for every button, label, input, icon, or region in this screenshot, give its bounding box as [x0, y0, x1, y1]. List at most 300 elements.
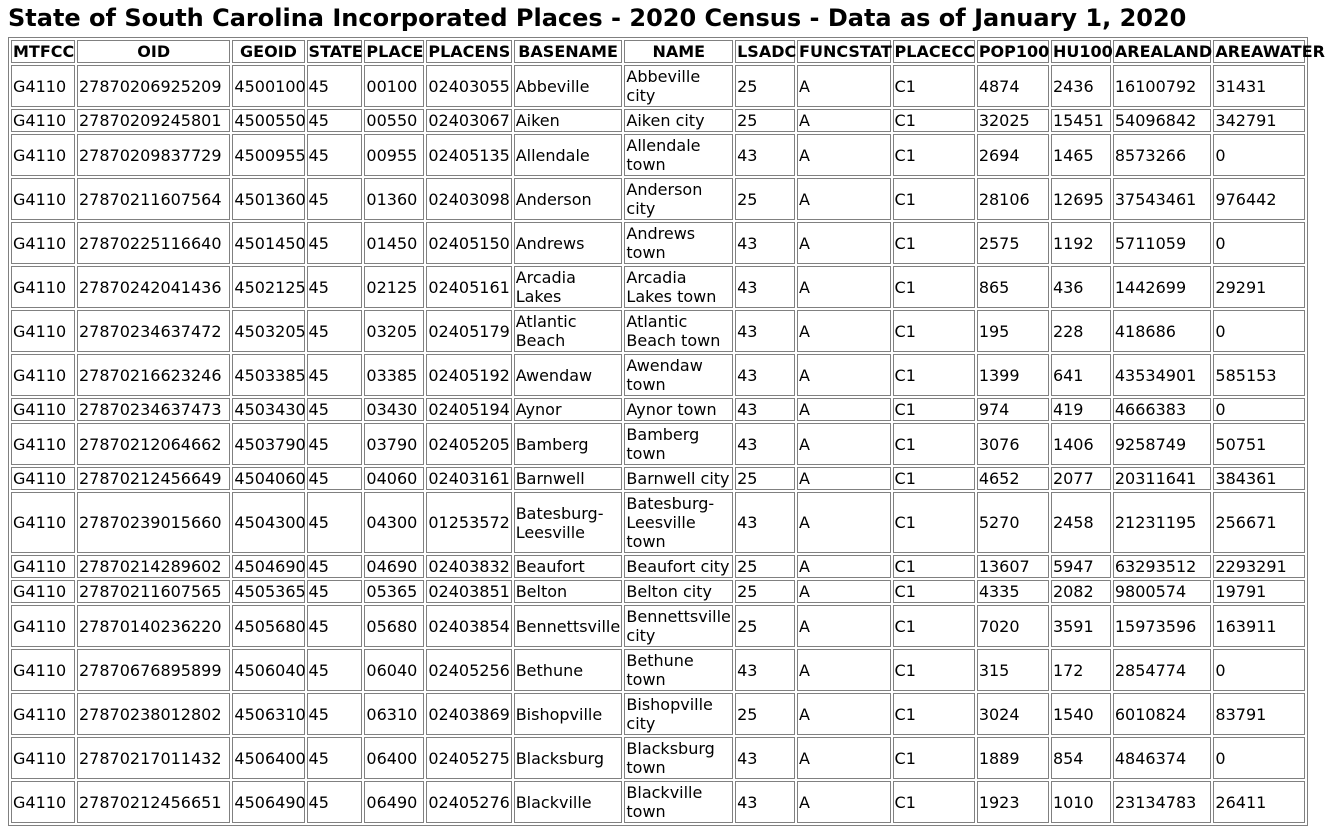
cell-placens: 02405205: [426, 423, 511, 465]
cell-placecc: C1: [893, 555, 975, 578]
cell-pop100: 1889: [977, 737, 1049, 779]
cell-funcstat: A: [797, 693, 890, 735]
cell-lsadc: 25: [735, 605, 795, 647]
cell-geoid: 4506040: [232, 649, 304, 691]
cell-basename: Abbeville: [514, 65, 623, 107]
cell-funcstat: A: [797, 222, 890, 264]
cell-name: Blacksburg town: [624, 737, 733, 779]
cell-lsadc: 25: [735, 467, 795, 490]
cell-oid: 27870211607565: [77, 580, 230, 603]
table-row: [11, 310, 1305, 352]
column-header-state: STATE: [308, 42, 363, 61]
cell-place: 02125: [364, 266, 424, 308]
cell-arealand: 8573266: [1113, 134, 1212, 176]
cell-mtfcc: G4110: [11, 354, 75, 396]
cell-areawater: 384361: [1213, 467, 1305, 490]
cell-placecc: C1: [893, 781, 975, 823]
cell-pop100: 1399: [977, 354, 1049, 396]
cell-areawater: 0: [1213, 737, 1305, 779]
cell-geoid: 4505365: [234, 582, 306, 601]
cell-pop100: 2694: [977, 134, 1049, 176]
table-row: [11, 266, 1305, 308]
cell-arealand: 37543461: [1113, 178, 1212, 220]
cell-state: 45: [307, 65, 363, 107]
cell-pop100: 7020: [977, 605, 1049, 647]
cell-lsadc: 25: [735, 109, 795, 132]
cell-placecc: C1: [893, 222, 975, 264]
cell-hu100: 641: [1051, 354, 1111, 396]
cell-geoid: 4504060: [234, 469, 306, 488]
cell-state: 45: [307, 266, 363, 308]
cell-areawater: 2293291: [1213, 555, 1305, 578]
cell-basename: Bishopville: [514, 693, 623, 735]
cell-lsadc: 43: [735, 737, 795, 779]
cell-arealand: 15973596: [1113, 605, 1212, 647]
table-row: [11, 467, 1305, 490]
cell-oid: 27870225116640: [77, 222, 230, 264]
cell-arealand: 1442699: [1113, 266, 1212, 308]
table-row: [11, 398, 1305, 421]
cell-placens: 01253572: [426, 492, 511, 553]
cell-basename: Awendaw: [514, 354, 623, 396]
places-table: [8, 37, 1325, 826]
cell-name: Anderson city: [624, 178, 733, 220]
cell-name: Allendale town: [624, 134, 733, 176]
cell-state: 45: [307, 467, 363, 490]
cell-name: Beaufort city: [624, 555, 733, 578]
cell-oid: 27870206925209: [77, 65, 230, 107]
cell-oid: 27870214289602: [77, 555, 230, 578]
cell-arealand: 23134783: [1113, 781, 1212, 823]
cell-areawater: 31431: [1213, 65, 1305, 107]
cell-areawater: 163911: [1213, 605, 1305, 647]
cell-placecc: C1: [893, 649, 975, 691]
cell-pop100: 13607: [977, 555, 1049, 578]
cell-arealand: 20311641: [1113, 467, 1212, 490]
cell-geoid: 4504690: [234, 557, 306, 576]
cell-geoid: 4504300: [232, 492, 304, 553]
cell-placens: 02405179: [426, 310, 511, 352]
cell-placecc: C1: [893, 737, 975, 779]
cell-place: 00100: [364, 65, 424, 107]
cell-placecc: C1: [893, 65, 975, 107]
cell-funcstat: A: [797, 580, 890, 603]
cell-oid: 27870209245801: [77, 109, 230, 132]
cell-place: 05365: [364, 580, 424, 603]
cell-funcstat: A: [797, 178, 890, 220]
cell-state: 45: [307, 134, 363, 176]
table-row: [11, 580, 1305, 603]
cell-mtfcc: G4110: [11, 178, 75, 220]
cell-funcstat: A: [797, 310, 890, 352]
cell-hu100: 228: [1051, 310, 1111, 352]
cell-arealand: 9258749: [1113, 423, 1212, 465]
cell-hu100: 419: [1051, 398, 1111, 421]
cell-geoid: 4500100: [232, 65, 304, 107]
cell-mtfcc: G4110: [11, 467, 75, 490]
cell-mtfcc: G4110: [11, 605, 75, 647]
cell-name: Bennettsville city: [624, 605, 733, 647]
cell-funcstat: A: [797, 555, 890, 578]
cell-basename: Blacksburg: [514, 737, 623, 779]
cell-basename: Beaufort: [514, 555, 623, 578]
cell-areawater: 0: [1213, 398, 1305, 421]
cell-basename: Belton: [514, 580, 623, 603]
cell-place: 06400: [364, 737, 424, 779]
cell-areawater: 29291: [1213, 266, 1305, 308]
cell-geoid: 4500955: [232, 134, 304, 176]
cell-placecc: C1: [893, 423, 975, 465]
cell-placecc: C1: [893, 178, 975, 220]
cell-place: 03790: [364, 423, 424, 465]
cell-place: 00550: [364, 109, 424, 132]
cell-basename: Allendale: [514, 134, 623, 176]
cell-funcstat: A: [797, 492, 890, 553]
cell-hu100: 1406: [1051, 423, 1111, 465]
cell-funcstat: A: [797, 398, 890, 421]
cell-name: Bishopville city: [624, 693, 733, 735]
cell-lsadc: 43: [735, 266, 795, 308]
cell-areawater: 976442: [1213, 178, 1305, 220]
cell-oid: 27870242041436: [77, 266, 230, 308]
cell-placens: 02403832: [428, 557, 510, 576]
cell-funcstat: A: [797, 354, 890, 396]
column-header-place: PLACE: [366, 42, 424, 61]
cell-name: Barnwell city: [624, 467, 733, 490]
cell-geoid: 4502125: [232, 266, 304, 308]
cell-basename: Bethune: [514, 649, 623, 691]
cell-placens: 02403098: [426, 178, 511, 220]
cell-arealand: 21231195: [1113, 492, 1212, 553]
cell-place: 04690: [364, 555, 424, 578]
cell-hu100: 172: [1051, 649, 1111, 691]
cell-basename: Atlantic Beach: [514, 310, 623, 352]
cell-oid: 27870217011432: [77, 737, 230, 779]
cell-placens: 02403851: [428, 582, 510, 601]
cell-mtfcc: G4110: [11, 492, 75, 553]
cell-geoid: 4506400: [232, 737, 304, 779]
cell-state: 45: [307, 354, 363, 396]
cell-funcstat: A: [797, 649, 890, 691]
cell-placens: 02405256: [426, 649, 511, 691]
cell-oid: 27870238012802: [77, 693, 230, 735]
table-row: [11, 109, 1305, 132]
cell-hu100: 2077: [1051, 467, 1111, 490]
cell-geoid: 4503430: [234, 400, 306, 419]
cell-arealand: 16100792: [1113, 65, 1212, 107]
cell-place: 03205: [364, 310, 424, 352]
cell-place: 03385: [364, 354, 424, 396]
cell-lsadc: 25: [735, 555, 795, 578]
cell-lsadc: 25: [735, 65, 795, 107]
cell-mtfcc: G4110: [11, 65, 75, 107]
cell-geoid: 4500550: [234, 111, 306, 130]
cell-arealand: 4666383: [1113, 398, 1212, 421]
cell-hu100: 2082: [1051, 580, 1111, 603]
cell-state: 45: [307, 649, 363, 691]
cell-areawater: 585153: [1213, 354, 1305, 396]
cell-lsadc: 43: [735, 310, 795, 352]
cell-oid: 27870209837729: [77, 134, 230, 176]
cell-name: Bethune town: [624, 649, 733, 691]
cell-place: 06310: [364, 693, 424, 735]
cell-placecc: C1: [893, 310, 975, 352]
cell-hu100: 1192: [1051, 222, 1111, 264]
cell-oid: 27870676895899: [77, 649, 230, 691]
cell-hu100: 15451: [1051, 109, 1111, 132]
cell-hu100: 2458: [1051, 492, 1111, 553]
cell-name: Andrews town: [624, 222, 733, 264]
column-header-geoid: GEOID: [232, 40, 304, 63]
column-header-basename: BASENAME: [514, 40, 623, 63]
cell-geoid: 4501360: [232, 178, 304, 220]
cell-basename: Arcadia Lakes: [514, 266, 623, 308]
cell-basename: Aiken: [514, 109, 623, 132]
cell-state: 45: [307, 178, 363, 220]
cell-placecc: C1: [893, 467, 975, 490]
cell-place: 04300: [364, 492, 424, 553]
table-row: [11, 65, 1305, 107]
cell-place: 04060: [364, 467, 424, 490]
cell-name: Aynor town: [624, 398, 733, 421]
cell-lsadc: 43: [735, 354, 795, 396]
cell-oid: 27870140236220: [77, 605, 230, 647]
cell-place: 00955: [364, 134, 424, 176]
cell-pop100: 32025: [977, 109, 1049, 132]
cell-placecc: C1: [893, 492, 975, 553]
cell-funcstat: A: [797, 65, 890, 107]
cell-arealand: 2854774: [1113, 649, 1212, 691]
cell-placecc: C1: [893, 605, 975, 647]
cell-funcstat: A: [797, 109, 890, 132]
cell-geoid: 4503790: [232, 423, 304, 465]
cell-hu100: 1540: [1051, 693, 1111, 735]
cell-placens: 02405194: [428, 400, 510, 419]
cell-pop100: 195: [977, 310, 1049, 352]
cell-pop100: 4652: [977, 467, 1049, 490]
cell-oid: 27870211607564: [77, 178, 230, 220]
cell-state: 45: [307, 693, 363, 735]
cell-oid: 27870212064662: [77, 423, 230, 465]
cell-areawater: 19791: [1213, 580, 1305, 603]
table-row: [11, 222, 1305, 264]
table-row: [11, 555, 1305, 578]
cell-pop100: 4874: [977, 65, 1049, 107]
cell-hu100: 436: [1051, 266, 1111, 308]
cell-funcstat: A: [797, 467, 890, 490]
cell-state: 45: [307, 580, 363, 603]
cell-arealand: 9800574: [1113, 580, 1212, 603]
cell-geoid: 4506310: [232, 693, 304, 735]
cell-arealand: 4846374: [1113, 737, 1212, 779]
cell-state: 45: [307, 398, 363, 421]
cell-oid: 27870212456649: [77, 467, 230, 490]
cell-placens: 02405150: [426, 222, 511, 264]
cell-basename: Barnwell: [514, 467, 623, 490]
table-row: [11, 737, 1305, 779]
cell-placecc: C1: [893, 266, 975, 308]
cell-basename: Bamberg: [514, 423, 623, 465]
cell-lsadc: 43: [735, 649, 795, 691]
cell-placecc: C1: [893, 398, 975, 421]
cell-placens: 02403161: [428, 469, 510, 488]
cell-oid: 27870234637473: [77, 398, 230, 421]
column-header-arealand: AREALAND: [1114, 42, 1213, 61]
table-row: [11, 649, 1305, 691]
cell-state: 45: [307, 781, 363, 823]
cell-place: 06040: [364, 649, 424, 691]
table-row: [11, 781, 1305, 823]
cell-placens: 02405192: [426, 354, 511, 396]
cell-oid: 27870234637472: [77, 310, 230, 352]
cell-arealand: 5711059: [1113, 222, 1212, 264]
cell-name: Belton city: [624, 580, 733, 603]
column-header-mtfcc: MTFCC: [13, 42, 75, 61]
cell-arealand: 63293512: [1113, 555, 1212, 578]
column-header-lsadc: LSADC: [737, 42, 797, 61]
cell-hu100: 1465: [1051, 134, 1111, 176]
cell-geoid: 4503205: [232, 310, 304, 352]
table-row: [11, 178, 1305, 220]
table-row: [11, 605, 1305, 647]
cell-placecc: C1: [893, 109, 975, 132]
cell-placens: 02405135: [426, 134, 511, 176]
cell-geoid: 4505680: [232, 605, 304, 647]
cell-name: Arcadia Lakes town: [624, 266, 733, 308]
cell-arealand: 418686: [1113, 310, 1212, 352]
cell-mtfcc: G4110: [11, 580, 75, 603]
cell-mtfcc: G4110: [11, 737, 75, 779]
cell-placecc: C1: [893, 580, 975, 603]
cell-placens: 02405161: [426, 266, 511, 308]
cell-areawater: 26411: [1213, 781, 1305, 823]
cell-state: 45: [307, 423, 363, 465]
cell-pop100: 3024: [977, 693, 1049, 735]
cell-placens: 02403869: [426, 693, 511, 735]
cell-areawater: 0: [1213, 222, 1305, 264]
cell-name: Batesburg-Leesville town: [624, 492, 733, 553]
cell-name: Awendaw town: [624, 354, 733, 396]
cell-lsadc: 25: [735, 178, 795, 220]
cell-place: 01360: [364, 178, 424, 220]
table-row: [11, 423, 1305, 465]
cell-placens: 02403854: [426, 605, 511, 647]
cell-funcstat: A: [797, 605, 890, 647]
cell-funcstat: A: [797, 266, 890, 308]
cell-name: Blackville town: [624, 781, 733, 823]
cell-geoid: 4501450: [232, 222, 304, 264]
cell-state: 45: [307, 605, 363, 647]
cell-placens: 02403067: [428, 111, 510, 130]
cell-areawater: 342791: [1213, 109, 1305, 132]
cell-basename: Blackville: [514, 781, 623, 823]
table-row: [11, 134, 1305, 176]
cell-funcstat: A: [797, 737, 890, 779]
table-row: [11, 492, 1305, 553]
places-table-container[interactable]: [8, 37, 1325, 821]
cell-mtfcc: G4110: [11, 555, 75, 578]
cell-place: 05680: [364, 605, 424, 647]
header-row: [11, 40, 1305, 63]
cell-lsadc: 25: [735, 580, 795, 603]
cell-lsadc: 43: [735, 423, 795, 465]
cell-areawater: 83791: [1213, 693, 1305, 735]
cell-areawater: 0: [1213, 310, 1305, 352]
cell-hu100: 854: [1051, 737, 1111, 779]
cell-arealand: 6010824: [1113, 693, 1212, 735]
cell-basename: Batesburg-Leesville: [514, 492, 623, 553]
cell-mtfcc: G4110: [11, 649, 75, 691]
cell-lsadc: 25: [735, 693, 795, 735]
cell-placens: 02405276: [426, 781, 511, 823]
column-header-funcstat: FUNCSTAT: [799, 42, 892, 61]
cell-areawater: 0: [1213, 649, 1305, 691]
cell-lsadc: 43: [735, 492, 795, 553]
column-header-placens: PLACENS: [428, 42, 511, 61]
column-header-pop100: POP100: [978, 42, 1050, 61]
cell-funcstat: A: [797, 781, 890, 823]
table-row: [11, 693, 1305, 735]
cell-name: Atlantic Beach town: [624, 310, 733, 352]
cell-mtfcc: G4110: [11, 423, 75, 465]
cell-placens: 02403055: [426, 65, 511, 107]
cell-pop100: 1923: [977, 781, 1049, 823]
cell-pop100: 5270: [977, 492, 1049, 553]
cell-mtfcc: G4110: [11, 310, 75, 352]
cell-name: Abbeville city: [624, 65, 733, 107]
cell-placecc: C1: [893, 134, 975, 176]
cell-state: 45: [307, 492, 363, 553]
column-header-areawater: AREAWATER: [1215, 42, 1325, 61]
column-header-name: NAME: [624, 40, 733, 63]
cell-placens: 02405275: [426, 737, 511, 779]
cell-mtfcc: G4110: [11, 266, 75, 308]
cell-pop100: 2575: [977, 222, 1049, 264]
cell-hu100: 12695: [1051, 178, 1111, 220]
cell-placecc: C1: [893, 693, 975, 735]
cell-areawater: 50751: [1213, 423, 1305, 465]
cell-oid: 27870212456651: [77, 781, 230, 823]
cell-basename: Bennettsville: [514, 605, 623, 647]
cell-place: 06490: [364, 781, 424, 823]
cell-name: Bamberg town: [624, 423, 733, 465]
cell-state: 45: [307, 109, 363, 132]
cell-pop100: 3076: [977, 423, 1049, 465]
cell-state: 45: [307, 737, 363, 779]
cell-lsadc: 43: [735, 222, 795, 264]
cell-areawater: 256671: [1213, 492, 1305, 553]
cell-placecc: C1: [893, 354, 975, 396]
cell-hu100: 1010: [1051, 781, 1111, 823]
cell-pop100: 28106: [977, 178, 1049, 220]
cell-lsadc: 43: [735, 398, 795, 421]
cell-hu100: 2436: [1051, 65, 1111, 107]
cell-name: Aiken city: [624, 109, 733, 132]
cell-lsadc: 43: [735, 781, 795, 823]
cell-mtfcc: G4110: [11, 398, 75, 421]
cell-mtfcc: G4110: [11, 693, 75, 735]
table-row: [11, 354, 1305, 396]
cell-state: 45: [307, 310, 363, 352]
cell-funcstat: A: [797, 423, 890, 465]
cell-mtfcc: G4110: [11, 134, 75, 176]
cell-arealand: 54096842: [1113, 109, 1212, 132]
cell-mtfcc: G4110: [11, 781, 75, 823]
cell-pop100: 4335: [977, 580, 1049, 603]
cell-pop100: 315: [977, 649, 1049, 691]
cell-hu100: 3591: [1051, 605, 1111, 647]
cell-basename: Anderson: [514, 178, 623, 220]
